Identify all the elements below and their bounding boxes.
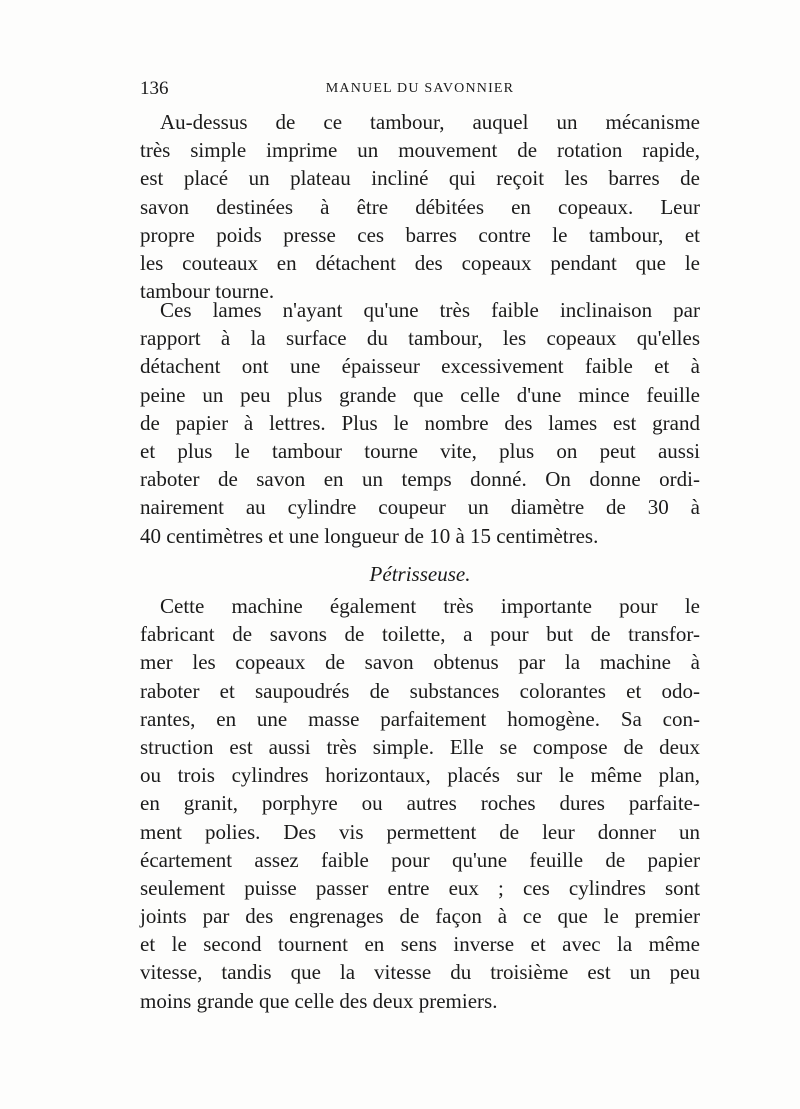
text-line: nairement au cylindre coupeur un diamètre de 30 à [140,495,700,520]
text-line: ou trois cylindres horizontaux, placés sur le même plan, [140,763,700,788]
text-line: rantes, en une masse parfaitement homogène. Sa con- [140,706,700,731]
text-line: Au-dessus de ce tambour, auquel un mécanisme [160,110,700,134]
text-line: tambour tourne. [140,279,275,304]
text-line: en granit, porphyre ou autres roches dures parfaite- [140,791,700,816]
text-line: joints par des engrenages de façon à ce que le premier [140,904,700,929]
page-number: 136 [140,78,169,99]
text-line: écartement assez faible pour qu'une feuille de papier [140,847,700,872]
text-line: très simple imprime un mouvement de rotation rapide, [140,138,700,163]
paragraph-2 [140,296,700,550]
text-line: savon destinées à être débitées en copeaux. Leur [140,194,700,219]
text-line: propre poids presse ces barres contre le tambour, et [140,222,700,247]
text-line: est placé un plateau incliné qui reçoit les barres de [140,166,700,191]
text-line: de papier à lettres. Plus le nombre des lames est grand [140,410,700,435]
text-line: raboter de savon en un temps donné. On donne ordi- [140,467,700,492]
text-line: détachent ont une épaisseur excessivement faible et à [140,354,700,379]
text-line: et plus le tambour tourne vite, plus on peut aussi [140,438,700,463]
text-line: 40 centimètres et une longueur de 10 à 15 centimètres. [140,523,599,548]
paragraph-1 [140,108,700,305]
text-line: rapport à la surface du tambour, les copeaux qu'elles [140,326,700,351]
text-line: struction est aussi très simple. Elle se compose de deux [140,734,700,759]
text-line: raboter et saupoudrés de substances colorantes et odo- [140,678,700,703]
text-line: et le second tournent en sens inverse et avec la même [140,932,700,957]
text-line: peine un peu plus grande que celle d'une mince feuille [140,382,700,407]
running-head [140,78,700,102]
text-line: mer les copeaux de savon obtenus par la machine à [140,650,700,675]
text-line: ment polies. Des vis permettent de leur donner un [140,819,700,844]
text-line: seulement puisse passer entre eux ; ces cylindres sont [140,875,700,900]
paragraph-3 [140,592,700,1015]
text-line: vitesse, tandis que la vitesse du troisième est un peu [140,960,700,985]
text-line: les couteaux en détachent des copeaux pendant que le [140,250,700,275]
running-title: MANUEL DU SAVONNIER [325,81,515,96]
section-heading: Pétrisseuse. [369,562,471,586]
text-line: moins grande que celle des deux premiers. [140,988,498,1013]
text-line: Cette machine également très importante pour le [160,594,700,618]
text-line: fabricant de savons de toilette, a pour but de transfor- [140,622,700,647]
text-line: Ces lames n'ayant qu'une très faible inclinaison par [160,298,700,322]
